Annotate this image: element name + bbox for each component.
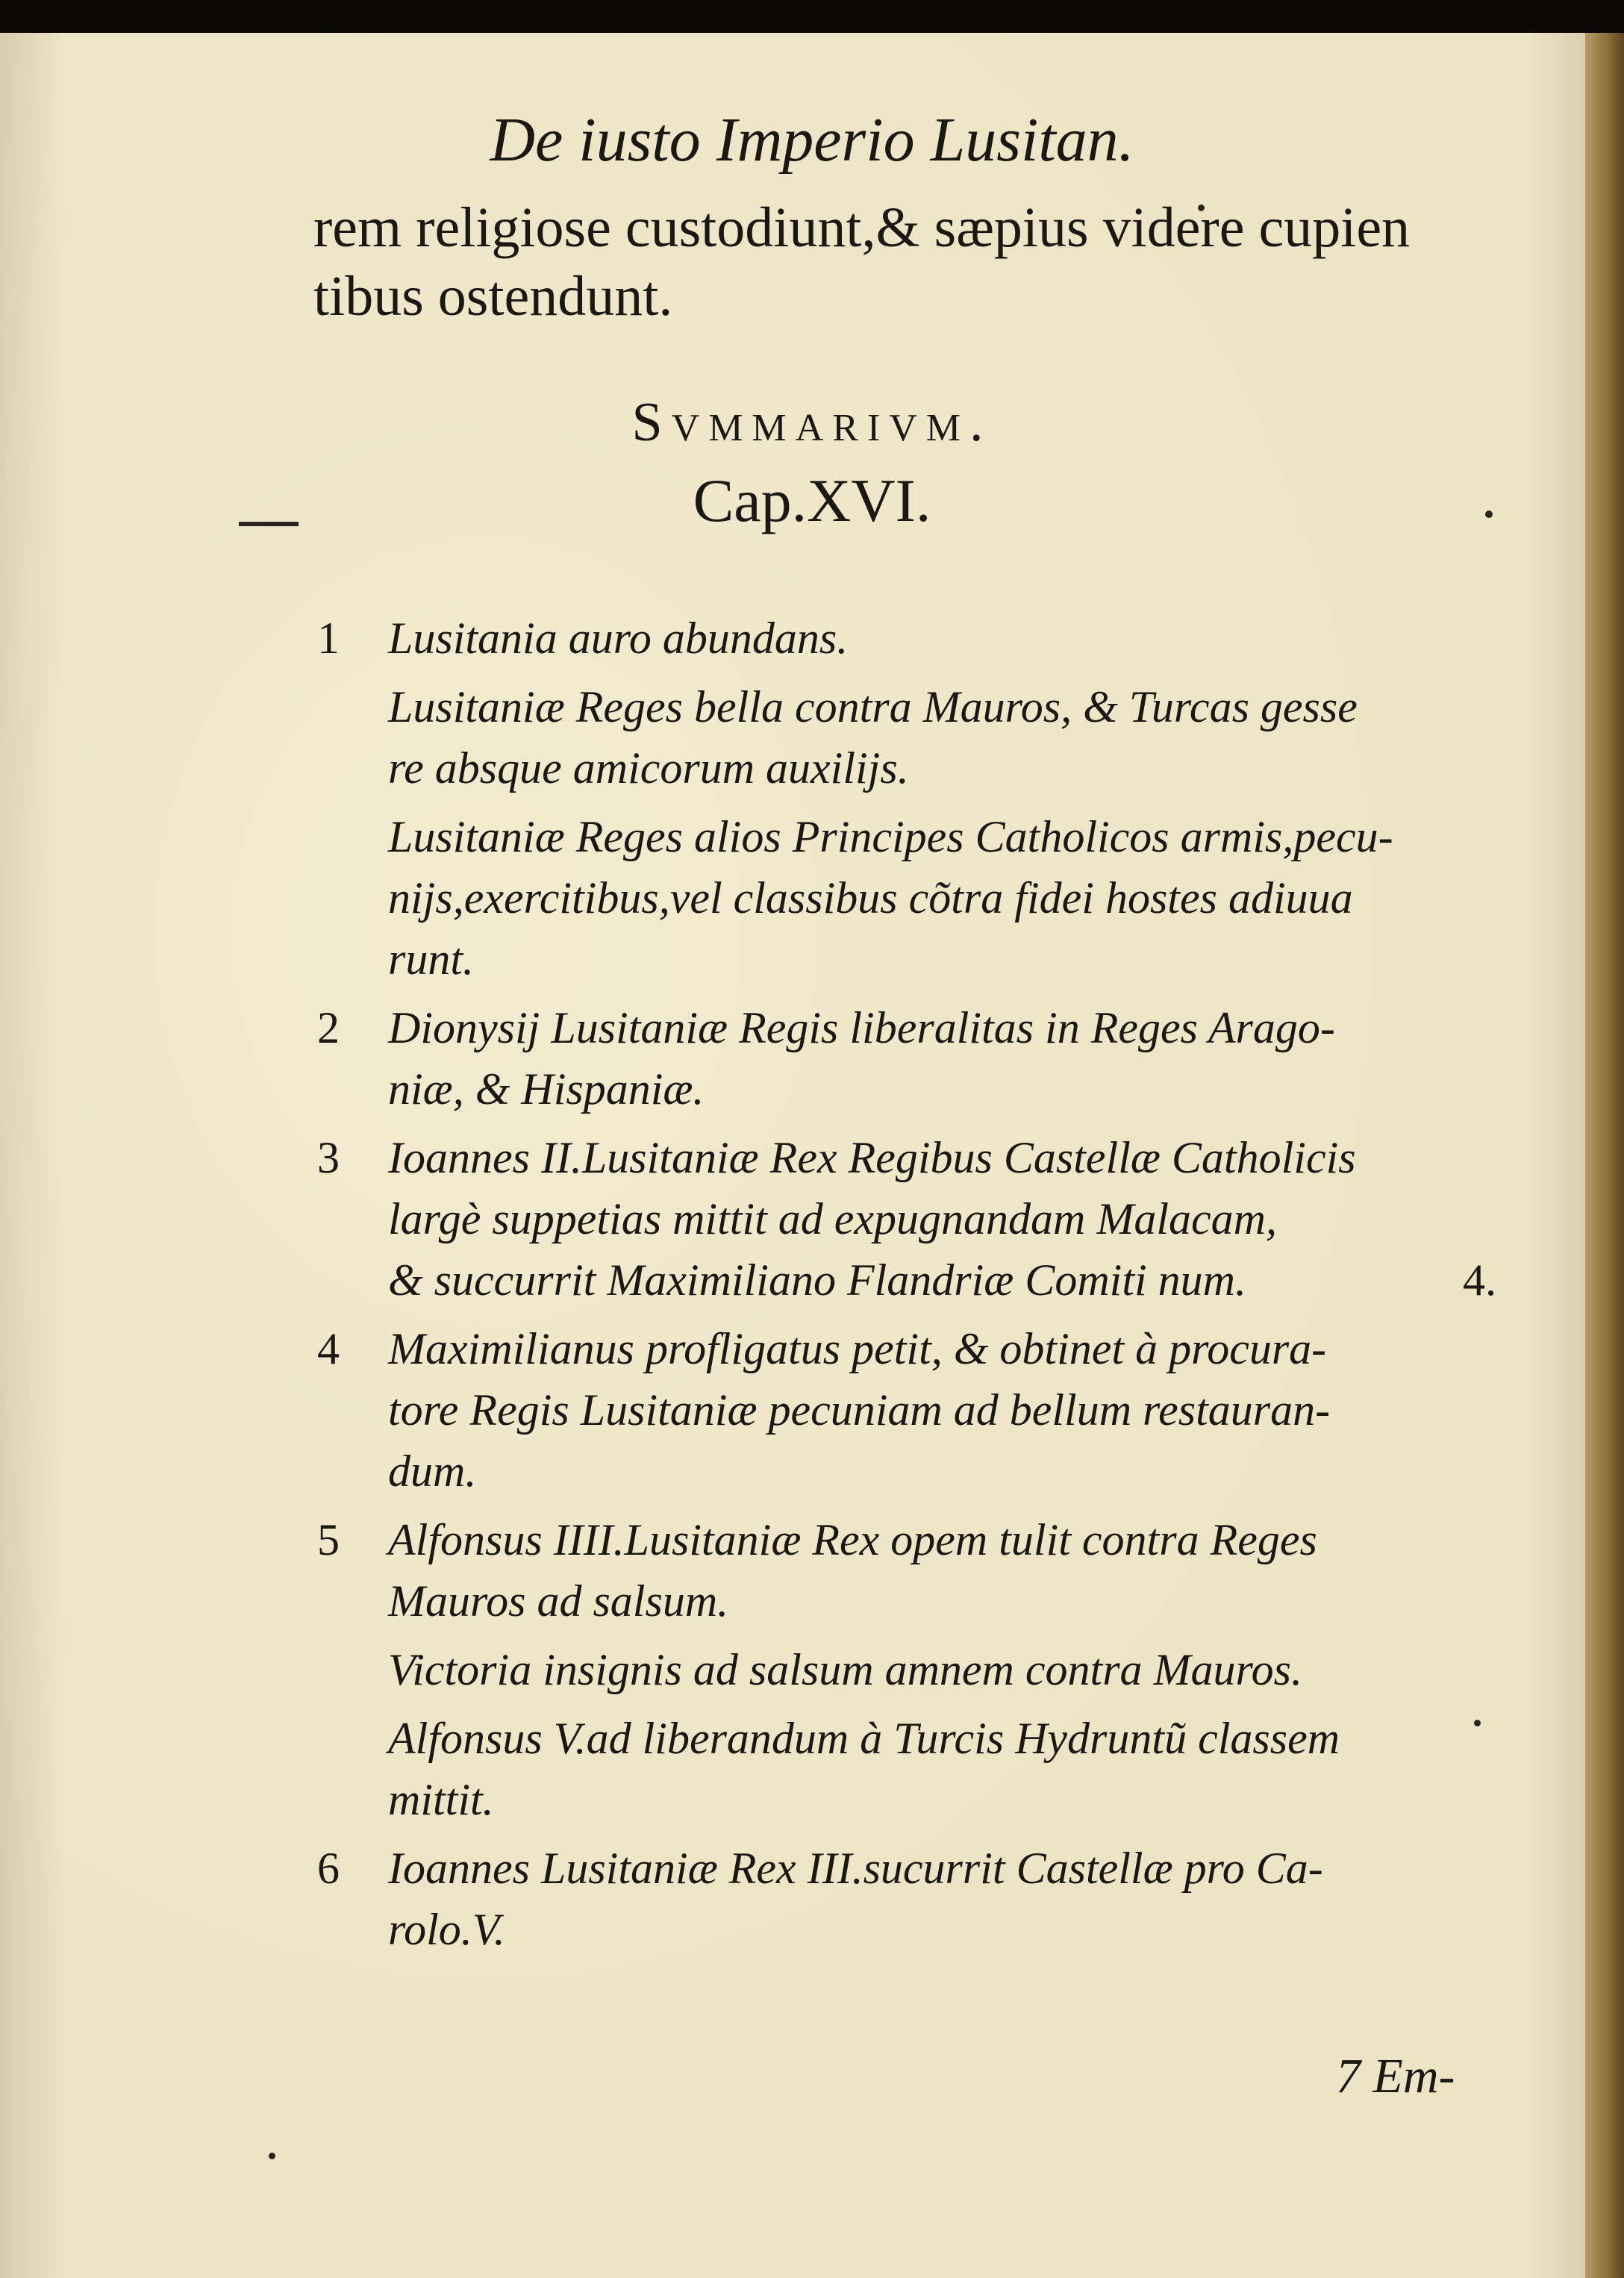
entry-line: mittit.	[388, 1775, 494, 1824]
summary-entry	[317, 676, 1496, 799]
page-edge	[1585, 33, 1624, 2278]
entry-line: Alfonsus IIII.Lusitaniæ Rex opem tulit contra Reges	[388, 1515, 1317, 1564]
body-line: rem religiose custodiunt,& sæpius videre cupien	[313, 196, 1411, 259]
body-line: tibus ostendunt.	[313, 265, 673, 328]
entry-line: Alfonsus V.ad liberandum à Turcis Hydruntũ classem	[388, 1714, 1340, 1763]
summary-entries	[317, 608, 1496, 1967]
summary-entry	[317, 806, 1496, 990]
entry-number: 2	[317, 1003, 340, 1052]
entry-line: rolo.V.	[388, 1905, 505, 1954]
summary-title: Svmmarivm.	[631, 392, 993, 453]
entry-line: nijs,exercitibus,vel classibus cõtra fidei hostes adiuua	[388, 873, 1353, 923]
entry-number: 3	[317, 1133, 340, 1182]
entry-line: Lusitania auro abundans.	[388, 614, 849, 663]
book-page	[0, 33, 1624, 2278]
entry-line: Mauros ad salsum.	[388, 1576, 729, 1626]
entry-number: 1	[317, 614, 340, 663]
entry-line: Lusitaniæ Reges alios Principes Catholicos armis,pecu-	[388, 812, 1393, 861]
ink-speck	[269, 2153, 275, 2159]
summary-entry	[317, 997, 1496, 1120]
margin-number: 4.	[1463, 1255, 1496, 1305]
entry-line: Lusitaniæ Reges bella contra Mauros, & Turcas gesse	[388, 682, 1358, 731]
body-text	[313, 193, 1508, 331]
summary-entry	[317, 1127, 1496, 1311]
entry-line: Ioannes II.Lusitaniæ Rex Regibus Castellæ Catholicis	[388, 1133, 1356, 1182]
entry-line: Ioannes Lusitaniæ Rex III.sucurrit Castellæ pro Ca-	[388, 1844, 1323, 1893]
entry-line: Maximilianus profligatus petit, & obtinet à procura-	[388, 1324, 1327, 1373]
entry-number: 5	[317, 1515, 340, 1564]
summary-entry	[317, 1838, 1496, 1960]
entry-line: dum.	[388, 1447, 477, 1496]
summary-entry	[317, 608, 1496, 669]
entry-line	[388, 1249, 1496, 1311]
catchword: 7 Em-	[1336, 2049, 1455, 2103]
summary-entry	[317, 1318, 1496, 1502]
summary-entry	[317, 1639, 1496, 1700]
entry-line: Victoria insignis ad salsum amnem contra Mauros.	[388, 1645, 1302, 1694]
entry-line: Dionysij Lusitaniæ Regis liberalitas in Reges Arago-	[388, 1003, 1335, 1052]
entry-line: tore Regis Lusitaniæ pecuniam ad bellum restauran-	[388, 1385, 1331, 1435]
entry-line-text: & succurrit Maximiliano Flandriæ Comiti num.	[388, 1255, 1246, 1305]
entry-line: largè suppetias mittit ad expugnandam Malacam,	[388, 1194, 1277, 1243]
entry-line: runt.	[388, 934, 475, 984]
running-header: De iusto Imperio Lusitan.	[490, 105, 1134, 175]
summary-entry	[317, 1509, 1496, 1632]
entry-line: re absque amicorum auxilijs.	[388, 743, 909, 793]
entry-line: niæ, & Hispaniæ.	[388, 1064, 705, 1114]
entry-number: 6	[317, 1844, 340, 1893]
entry-number: 4	[317, 1324, 340, 1373]
summary-entry	[317, 1708, 1496, 1830]
chapter-heading: Cap.XVI.	[693, 466, 931, 534]
